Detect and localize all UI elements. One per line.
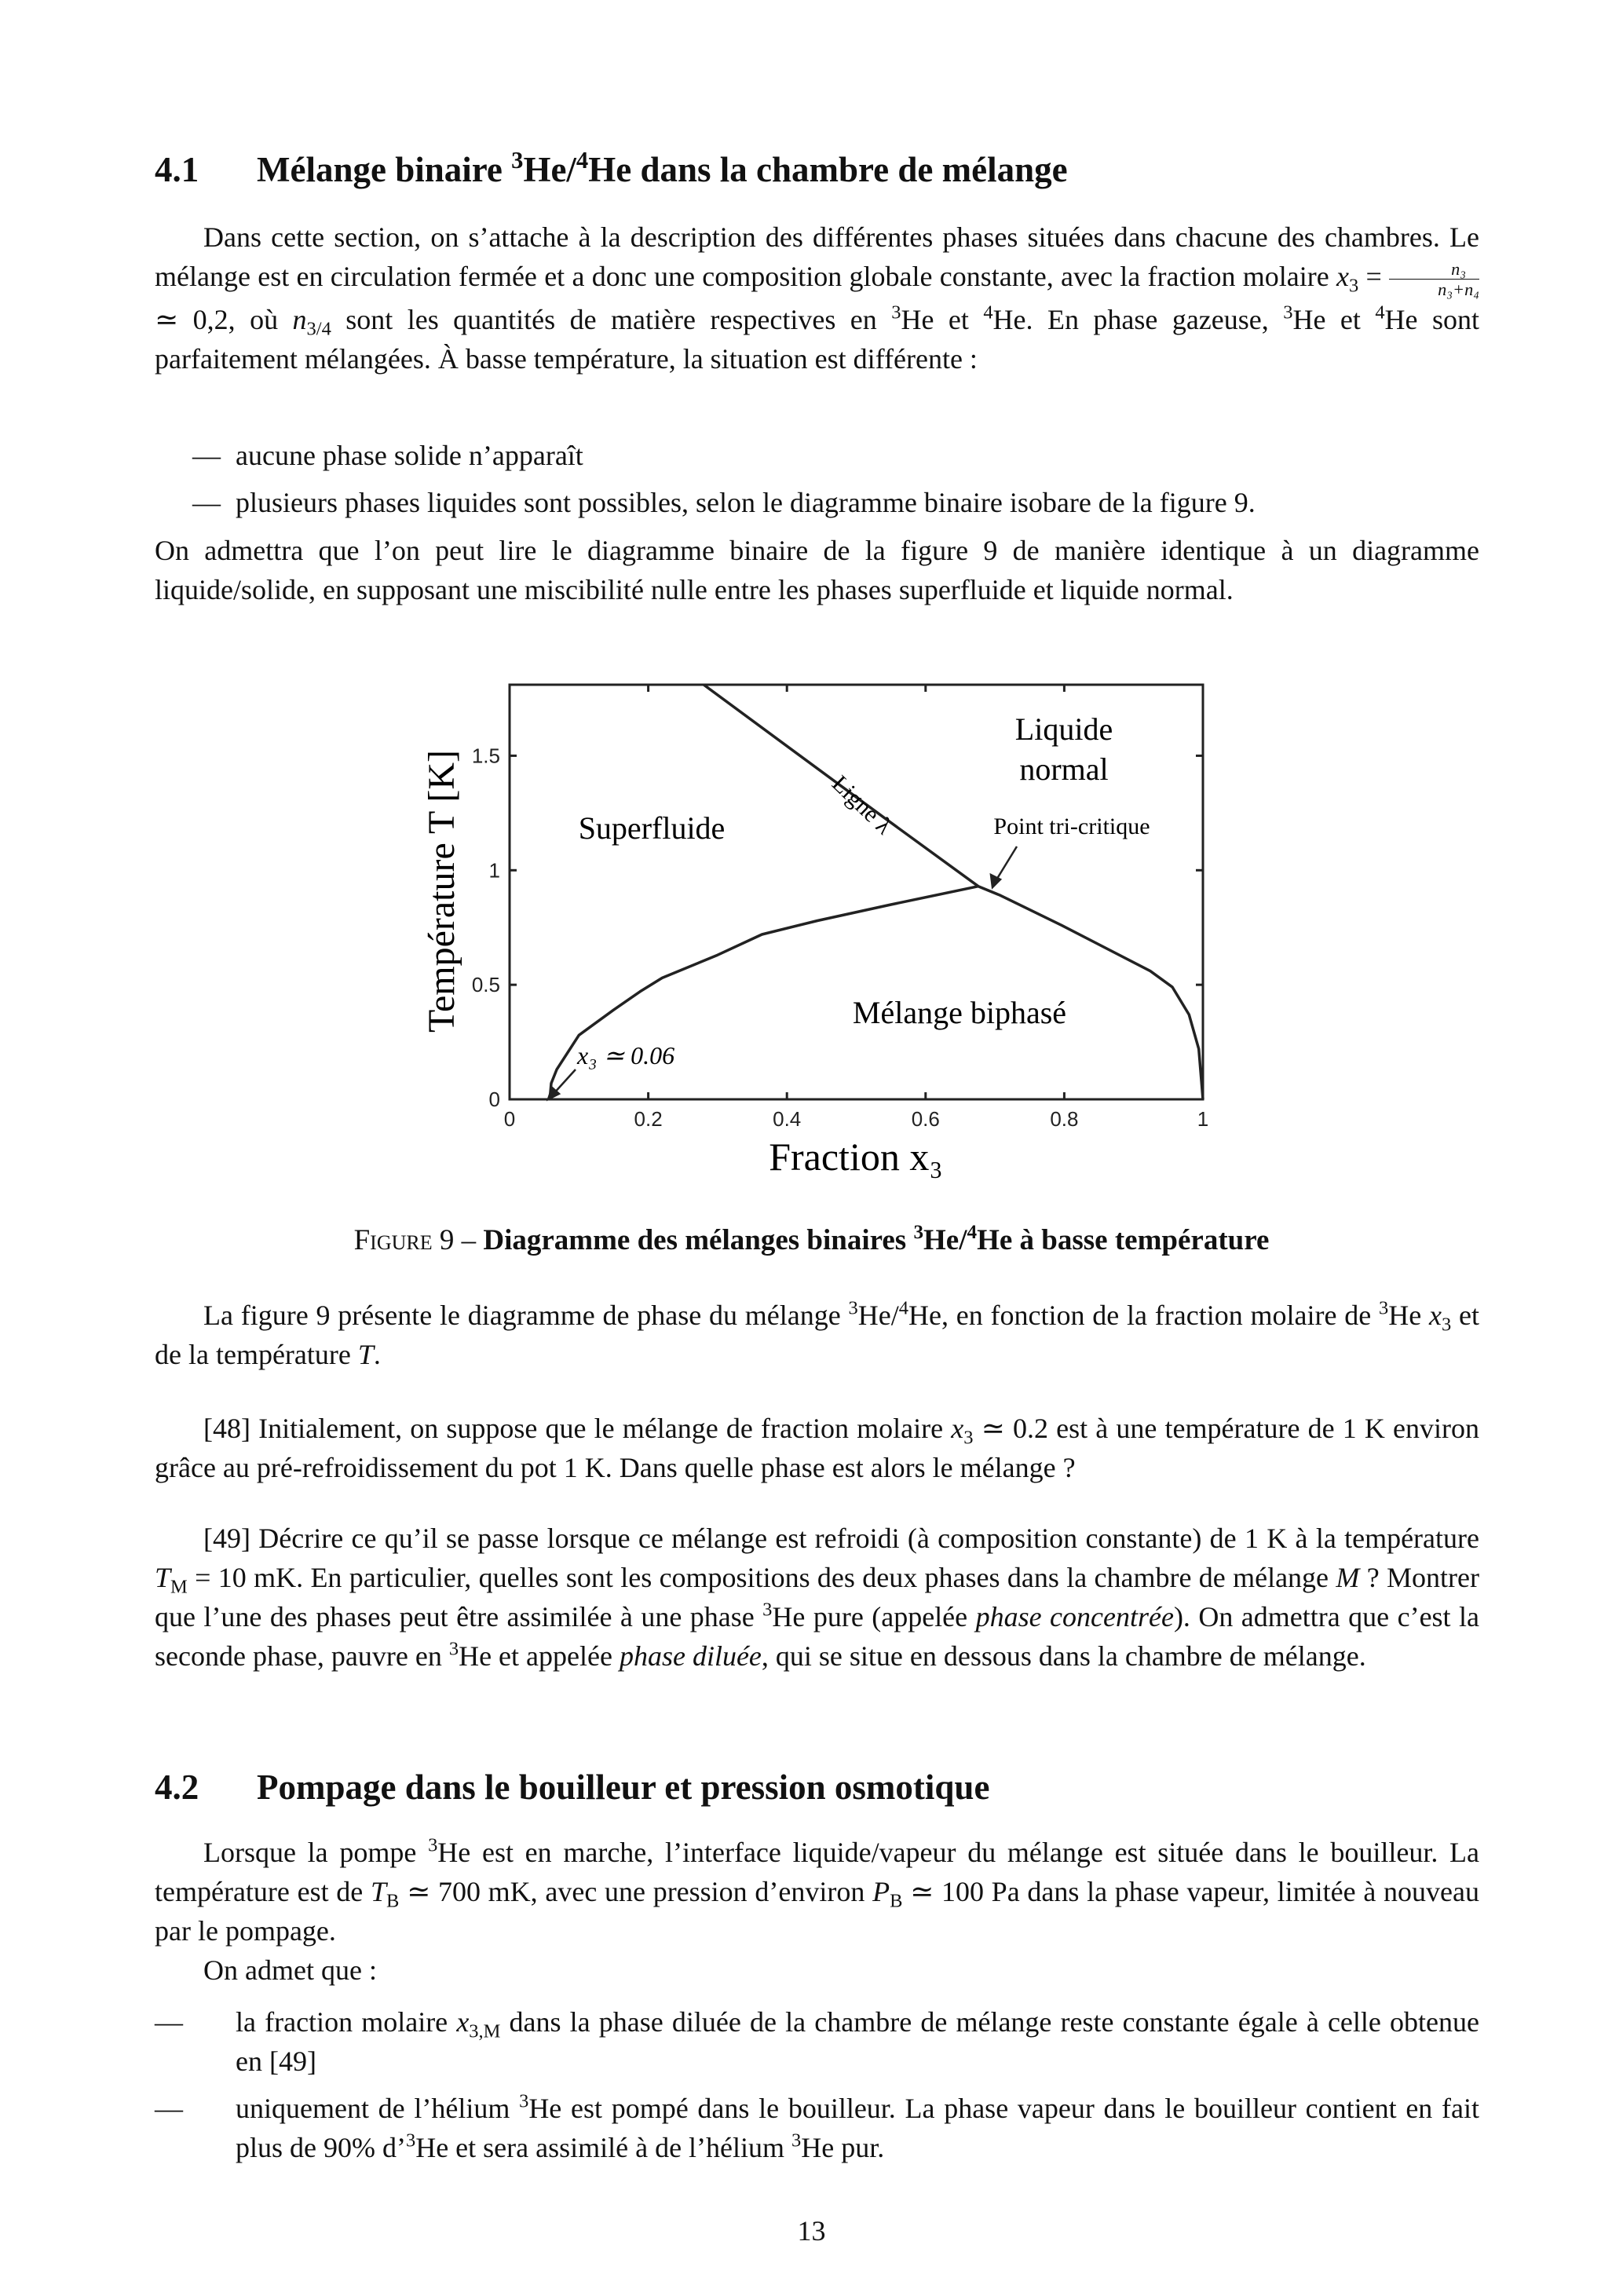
superscript: 3 <box>519 2090 529 2112</box>
superscript: 3 <box>848 1297 858 1319</box>
italic-text: P <box>872 1876 890 1907</box>
superscript: 4 <box>898 1297 908 1319</box>
text-run: He pur. <box>801 2132 885 2163</box>
list-item <box>155 2089 1479 2167</box>
label-point-tricritique: Point tri-critique <box>993 813 1150 839</box>
text-run: [49] Décrire ce qu’il se passe lorsque ce mélange est refroidi (à composition constante) de 1 K à la température <box>203 1523 1479 1554</box>
text-run: He et appelée <box>459 1640 620 1672</box>
text-run: la fraction molaire <box>236 2006 457 2038</box>
fraction-numerator: n₃ <box>1389 259 1479 280</box>
list-item-text <box>236 436 1479 475</box>
text-run: Dans cette section, on s’attache à la description des différentes phases situées dans chacune des chambres. Le mélange est en circulation fermée et a donc une composition globale constante, avec la fraction molaire <box>155 221 1479 292</box>
list-dash: — <box>192 440 221 471</box>
text-run: He est en marche, l’interface liquide/vapeur du mélange est située dans le bouilleur. La température est de <box>155 1837 1479 1907</box>
list-item <box>155 2002 1479 2081</box>
text-run: = <box>1358 261 1390 292</box>
text-run: He/ <box>523 150 576 189</box>
x-tick-label: 1 <box>1197 1107 1209 1131</box>
italic-text: x <box>456 2006 470 2038</box>
x-axis-label: Fraction x₃ <box>769 1135 943 1179</box>
superscript: 4 <box>1375 302 1385 324</box>
section-number: 4.2 <box>155 1768 199 1807</box>
text-run: He sont parfaitement mélangées. À basse température, la situation est différente : <box>155 303 1479 375</box>
text-run: On admettra que l’on peut lire le diagramme binaire de la figure 9 de manière identique à un diagramme liquide/solide, en supposant une miscibilité nulle entre les phases superfluide et liquide normal. <box>155 535 1479 605</box>
text-run: = 10 mK. En particulier, quelles sont les compositions des deux phases dans la chambre de mélange <box>187 1562 1336 1593</box>
subscript: 3 <box>963 1427 974 1449</box>
superscript: 3 <box>511 147 524 174</box>
x-tick-label: 0 <box>503 1107 516 1131</box>
text-run: uniquement de l’hélium <box>236 2093 520 2124</box>
label-melange-biphase: Mélange biphasé <box>852 995 1067 1030</box>
label-liquide: Liquide <box>1014 711 1113 747</box>
section-heading-4-2 <box>155 1767 989 1808</box>
subscript: B <box>890 1890 903 1912</box>
subscript: 3 <box>1348 275 1359 297</box>
y-axis-label: Température T [K] <box>421 749 462 1033</box>
superscript: 3 <box>428 1834 438 1856</box>
superscript: 3 <box>1379 1297 1389 1319</box>
question-49 <box>155 1519 1479 1676</box>
italic-text: x <box>1336 261 1349 292</box>
caption-text <box>483 1224 1269 1256</box>
bold-text: Diagramme des mélanges binaires <box>483 1224 914 1256</box>
text-run: He et sera assimilé à de l’hélium <box>415 2132 792 2163</box>
italic-text: T <box>371 1876 387 1907</box>
superscript: 3 <box>913 1222 924 1244</box>
italic-text: phase concentrée <box>975 1601 1174 1632</box>
subscript: M <box>170 1576 188 1598</box>
series-line-2 <box>978 887 1203 1099</box>
list-item-text <box>236 483 1479 522</box>
superscript: 3 <box>762 1599 773 1621</box>
text-run: Pompage dans le bouilleur et pression osmotique <box>257 1768 990 1807</box>
text-run: He et <box>1292 303 1376 335</box>
italic-text: phase diluée <box>619 1640 762 1672</box>
y-tick-label: 0 <box>488 1088 500 1111</box>
italic-text: M <box>1336 1562 1360 1593</box>
caption-separator: – <box>454 1224 484 1256</box>
question-48 <box>155 1409 1479 1487</box>
text-run: He/ <box>857 1300 899 1331</box>
text-run: He pure (appelée <box>772 1601 976 1632</box>
text-run: et de la température <box>155 1300 1479 1370</box>
section-title <box>257 147 1068 189</box>
list-item <box>155 436 1479 475</box>
label-x3-006: x₃ ≃ 0.06 <box>577 1041 675 1069</box>
intro-paragraph <box>155 218 1479 378</box>
list-item <box>155 483 1479 522</box>
x-tick-label: 0.8 <box>1050 1107 1079 1131</box>
text-run: ≃ 100 Pa dans la phase vapeur, limitée à nouveau par le pompage. <box>155 1876 1479 1947</box>
label-normal: normal <box>1019 751 1109 787</box>
text-run: Mélange binaire <box>257 150 512 189</box>
label-superfluide: Superfluide <box>578 810 726 846</box>
x-tick-label: 0.4 <box>773 1107 802 1131</box>
bold-text: He/ <box>923 1224 967 1256</box>
superscript: 3 <box>1283 302 1293 324</box>
text-run: He <box>1388 1300 1430 1331</box>
arrow-tricritique <box>991 846 1017 887</box>
fraction-denominator: n₃+n₄ <box>1438 280 1479 300</box>
superscript: 3 <box>448 1638 459 1660</box>
text-run: aucune phase solide n’apparaît <box>236 440 583 471</box>
text-run: Lorsque la pompe <box>203 1837 429 1868</box>
y-tick-label: 1 <box>488 858 500 883</box>
section-heading-4-1 <box>155 149 1068 190</box>
italic-text: T <box>155 1562 171 1593</box>
y-tick-label: 1.5 <box>471 744 500 768</box>
subscript: 3/4 <box>306 318 331 340</box>
figure-description-paragraph <box>155 1296 1479 1374</box>
text-run: sont les quantités de matière respectives en <box>331 303 892 335</box>
text-run: ≃ 700 mK, avec une pression d’environ <box>399 1876 873 1907</box>
bold-text: He à basse température <box>977 1224 1270 1256</box>
text-run: dans la phase diluée de la chambre de mélange reste constante égale à celle obtenue en [49] <box>236 2006 1480 2077</box>
assumptions-intro <box>155 1951 1479 1990</box>
list-dash: — <box>155 2006 183 2038</box>
subscript: B <box>386 1890 400 1912</box>
italic-text: x <box>951 1413 964 1444</box>
text-run: He dans la chambre de mélange <box>588 150 1068 189</box>
subscript: 3,M <box>469 2020 501 2042</box>
subscript: 3 <box>1442 1314 1452 1336</box>
y-tick-label: 0.5 <box>471 973 500 997</box>
axes-box <box>510 685 1203 1099</box>
text-run: ). On admettra que c’est la seconde phase, pauvre en <box>155 1601 1479 1672</box>
italic-text: T <box>357 1339 374 1370</box>
list-dash: — <box>155 2093 183 2124</box>
x-tick-label: 0.6 <box>911 1107 940 1131</box>
text-run: ≃ 0,2, où <box>155 303 293 335</box>
text-run: He et <box>901 303 984 335</box>
text-run: . <box>373 1339 381 1370</box>
italic-text: n <box>292 303 307 335</box>
figure-caption <box>0 1221 1623 1260</box>
text-run: ? Montrer que l’une des phases peut être assimilée à une phase <box>155 1562 1479 1632</box>
page-number: 13 <box>797 2215 826 2247</box>
superscript: 3 <box>791 2130 802 2152</box>
assumption-paragraph <box>155 531 1479 609</box>
superscript: 4 <box>576 147 589 174</box>
text-run: ≃ 0.2 est à une température de 1 K environ grâce au pré-refroidissement du pot 1 K. Dans quelle phase est alors le mélange ? <box>155 1413 1479 1483</box>
section-title <box>257 1768 989 1807</box>
label-ligne-lambda: Ligne λ <box>827 770 897 839</box>
fraction <box>1389 259 1479 300</box>
section-number: 4.1 <box>155 150 199 189</box>
figure-label: Figure 9 <box>353 1224 455 1256</box>
list-dash: — <box>192 487 221 518</box>
text-run: La figure 9 présente le diagramme de phase du mélange <box>203 1300 849 1331</box>
text-run: He, en fonction de la fraction molaire de <box>908 1300 1380 1331</box>
italic-text: x <box>1429 1300 1442 1331</box>
text-run: , qui se situe en dessous dans la chambre de mélange. <box>761 1640 1366 1672</box>
list-item-text <box>236 2002 1479 2081</box>
superscript: 4 <box>983 302 993 324</box>
x-tick-label: 0.2 <box>634 1107 663 1131</box>
superscript: 4 <box>967 1222 978 1244</box>
superscript: 3 <box>405 2130 416 2152</box>
text-run: [48] Initialement, on suppose que le mélange de fraction molaire <box>203 1413 952 1444</box>
text-run: On admet que : <box>203 1954 377 1986</box>
list-item-text <box>236 2089 1479 2167</box>
pump-paragraph <box>155 1833 1479 1951</box>
superscript: 3 <box>891 302 901 324</box>
phase-diagram-chart <box>393 667 1256 1201</box>
text-run: He est pompé dans le bouilleur. La phase vapeur dans le bouilleur contient en fait plus de 90% d’ <box>236 2093 1479 2163</box>
text-run: He. En phase gazeuse, <box>992 303 1284 335</box>
text-run: plusieurs phases liquides sont possibles, selon le diagramme binaire isobare de la figure 9. <box>236 487 1256 518</box>
